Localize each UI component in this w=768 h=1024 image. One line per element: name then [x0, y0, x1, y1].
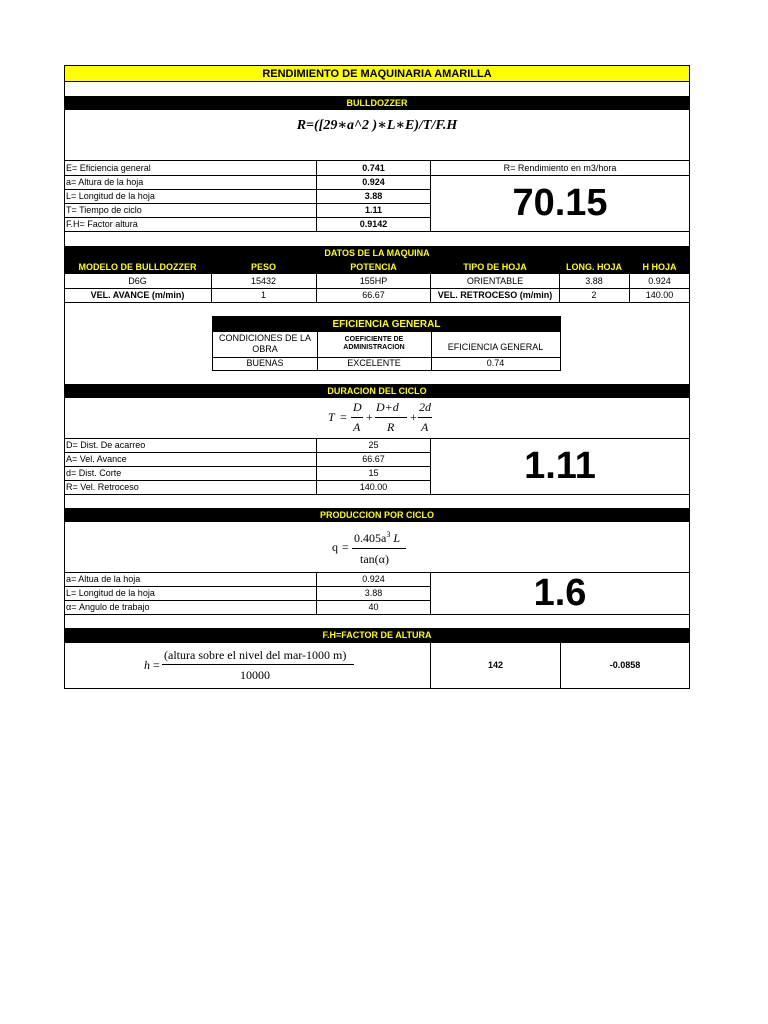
- eficiencia-header: EFICIENCIA GENERAL: [213, 317, 560, 331]
- divider: [213, 331, 560, 332]
- eficiencia-val-3: 0.74: [486, 358, 505, 368]
- produccion-header: [64, 508, 690, 522]
- table-cell: VEL. RETROCESO (m/min): [437, 289, 553, 300]
- param-label: a= Altura de la hoja: [66, 176, 144, 187]
- frac-num: 2d: [419, 400, 431, 414]
- ciclo-header-text: DURACION DEL CICLO: [327, 386, 427, 396]
- frame-bottom: [64, 688, 690, 689]
- table-cell: 15432: [250, 275, 277, 286]
- formula-lhs: q: [332, 540, 338, 554]
- param-value: 66.67: [362, 453, 385, 464]
- divider: [64, 189, 431, 190]
- formula-lhs: T: [328, 410, 335, 424]
- formula-plus: +: [366, 410, 373, 424]
- produccion-params: [64, 572, 431, 615]
- param-value: 0.924: [362, 176, 385, 187]
- divider: [64, 452, 431, 453]
- col-header: H HOJA: [642, 262, 677, 272]
- frac-bar: [351, 417, 363, 418]
- frac-num: D+d: [376, 400, 399, 414]
- formula-eq: =: [342, 540, 349, 554]
- divider: [317, 331, 318, 371]
- table-cell: 3.88: [585, 275, 603, 286]
- maquina-header: [64, 246, 690, 260]
- divider: [316, 438, 317, 494]
- formula-eq: =: [153, 658, 160, 672]
- param-value: 3.88: [364, 587, 383, 598]
- table-cell: 1: [260, 289, 266, 300]
- param-value: 3.88: [364, 190, 383, 201]
- table-cell: 66.67: [362, 289, 385, 300]
- param-value: 0.9142: [359, 218, 388, 229]
- table-cell: D6G: [128, 275, 147, 286]
- param-label: L= Longitud de la hoja: [66, 190, 155, 201]
- result-label: R= Rendimiento en m3/hora: [503, 162, 617, 173]
- col-header: MODELO DE BULLDOZZER: [78, 262, 197, 272]
- ciclo-result: 1.11: [524, 445, 596, 487]
- divider: [316, 572, 317, 614]
- divider: [316, 161, 317, 232]
- param-label: A= Vel. Avance: [66, 453, 127, 464]
- param-label: d= Dist. Corte: [66, 467, 122, 478]
- table-cell: 0.924: [648, 275, 671, 286]
- divider: [64, 203, 431, 204]
- divider: [629, 274, 630, 302]
- param-value: 140.00: [359, 481, 388, 492]
- frame-right: [689, 65, 690, 689]
- divider: [64, 586, 431, 587]
- numerator: 0.405a: [354, 531, 387, 545]
- param-value: 1.11: [364, 204, 383, 215]
- divider: [430, 274, 431, 302]
- param-value: 25: [368, 439, 379, 450]
- col-header: TIPO DE HOJA: [463, 262, 527, 272]
- param-label: F.H= Factor altura: [66, 218, 138, 229]
- maquina-header-text: DATOS DE LA MAQUINA: [324, 248, 430, 258]
- param-label: D= Dist. De acarreo: [66, 439, 146, 450]
- divider: [431, 331, 432, 371]
- table-cell: 140.00: [645, 289, 674, 300]
- divider: [211, 274, 212, 302]
- frac-bar: [162, 664, 354, 665]
- frac-bar: [352, 548, 406, 549]
- maquina-row-1: [64, 274, 690, 288]
- altura-header: [64, 628, 690, 642]
- formula-eq: =: [340, 410, 347, 424]
- altura-formula: [140, 646, 360, 684]
- frac-bar: [418, 417, 432, 418]
- ciclo-formula: [318, 400, 448, 436]
- divider: [316, 274, 317, 302]
- param-value: 0.741: [362, 162, 385, 173]
- frac-den: A: [353, 420, 361, 434]
- altura-header-text: F.H=FACTOR DE ALTURA: [322, 630, 432, 640]
- frac-den: A: [421, 420, 429, 434]
- bulldozer-formula-text: R=([29∗a^2 )∗L∗E)/T/F.H: [296, 117, 458, 133]
- bulldozer-params: [64, 161, 431, 233]
- table-cell: VEL. AVANCE (m/min): [90, 289, 185, 300]
- title-bar: [64, 65, 690, 82]
- result-value: 70.15: [512, 182, 608, 224]
- formula-lhs: h: [144, 658, 150, 672]
- divider: [64, 302, 690, 303]
- eficiencia-col-1: CONDICIONES DE LA OBRA: [218, 333, 312, 354]
- divider: [64, 466, 431, 467]
- col-header: LONG. HOJA: [565, 262, 622, 272]
- param-label: L= Longitud de la hoja: [66, 587, 155, 598]
- frac-num: D: [353, 400, 362, 414]
- col-header: POTENCIA: [350, 262, 397, 272]
- maquina-row-2: [64, 288, 690, 302]
- divider: [64, 600, 431, 601]
- param-label: α= Angulo de trabajo: [66, 601, 150, 612]
- divider: [64, 288, 690, 289]
- produccion-result: 1.6: [533, 573, 587, 614]
- divider: [64, 494, 690, 495]
- divider: [64, 480, 431, 481]
- divider: [64, 217, 431, 218]
- param-label: E= Eficiencia general: [66, 162, 151, 173]
- table-cell: 155HP: [359, 275, 388, 286]
- bulldozer-header-text: BULLDOZZER: [346, 98, 408, 108]
- eficiencia-val-1: BUENAS: [246, 358, 284, 368]
- maquina-columns: [64, 260, 690, 274]
- produccion-formula: [330, 526, 440, 568]
- bulldozer-header: [64, 96, 690, 110]
- table-cell: 2: [591, 289, 597, 300]
- divider: [213, 357, 560, 358]
- altura-value-2: -0.0858: [609, 660, 641, 670]
- ciclo-header: [64, 384, 690, 398]
- frac-num: (altura sobre el nivel del mar-1000 m): [164, 648, 347, 662]
- frac-den: R: [387, 420, 395, 434]
- exponent: 3: [386, 530, 391, 539]
- divider: [64, 175, 431, 176]
- param-value: 0.924: [362, 573, 385, 584]
- eficiencia-col-2: COEFICIENTE DE ADMINISTRACION: [343, 335, 405, 351]
- table-cell: ORIENTABLE: [466, 275, 524, 286]
- produccion-header-text: PRODUCCION POR CICLO: [319, 510, 434, 520]
- numerator-tail: L: [390, 531, 401, 545]
- divider: [559, 274, 560, 302]
- param-label: R= Vel. Retroceso: [66, 481, 139, 492]
- param-value: 15: [368, 467, 379, 478]
- param-value: 40: [368, 601, 379, 612]
- eficiencia-val-2: EXCELENTE: [347, 358, 401, 368]
- divider: [64, 614, 690, 615]
- page-title: RENDIMIENTO DE MAQUINARIA AMARILLA: [262, 67, 492, 80]
- altura-value-1: 142: [487, 660, 504, 670]
- eficiencia-table: [212, 316, 561, 371]
- frac-den: tan(α): [360, 552, 389, 566]
- frac-bar: [375, 417, 407, 418]
- formula-plus: +: [410, 410, 417, 424]
- col-header: PESO: [250, 262, 276, 272]
- frac-num: [354, 530, 400, 546]
- bulldozer-formula: [64, 112, 690, 138]
- param-label: a= Altua de la hoja: [66, 573, 141, 584]
- eficiencia-col-3: EFICIENCIA GENERAL: [447, 341, 544, 352]
- frac-den: 10000: [240, 668, 270, 682]
- divider: [64, 231, 690, 232]
- param-label: T= Tiempo de ciclo: [66, 204, 142, 215]
